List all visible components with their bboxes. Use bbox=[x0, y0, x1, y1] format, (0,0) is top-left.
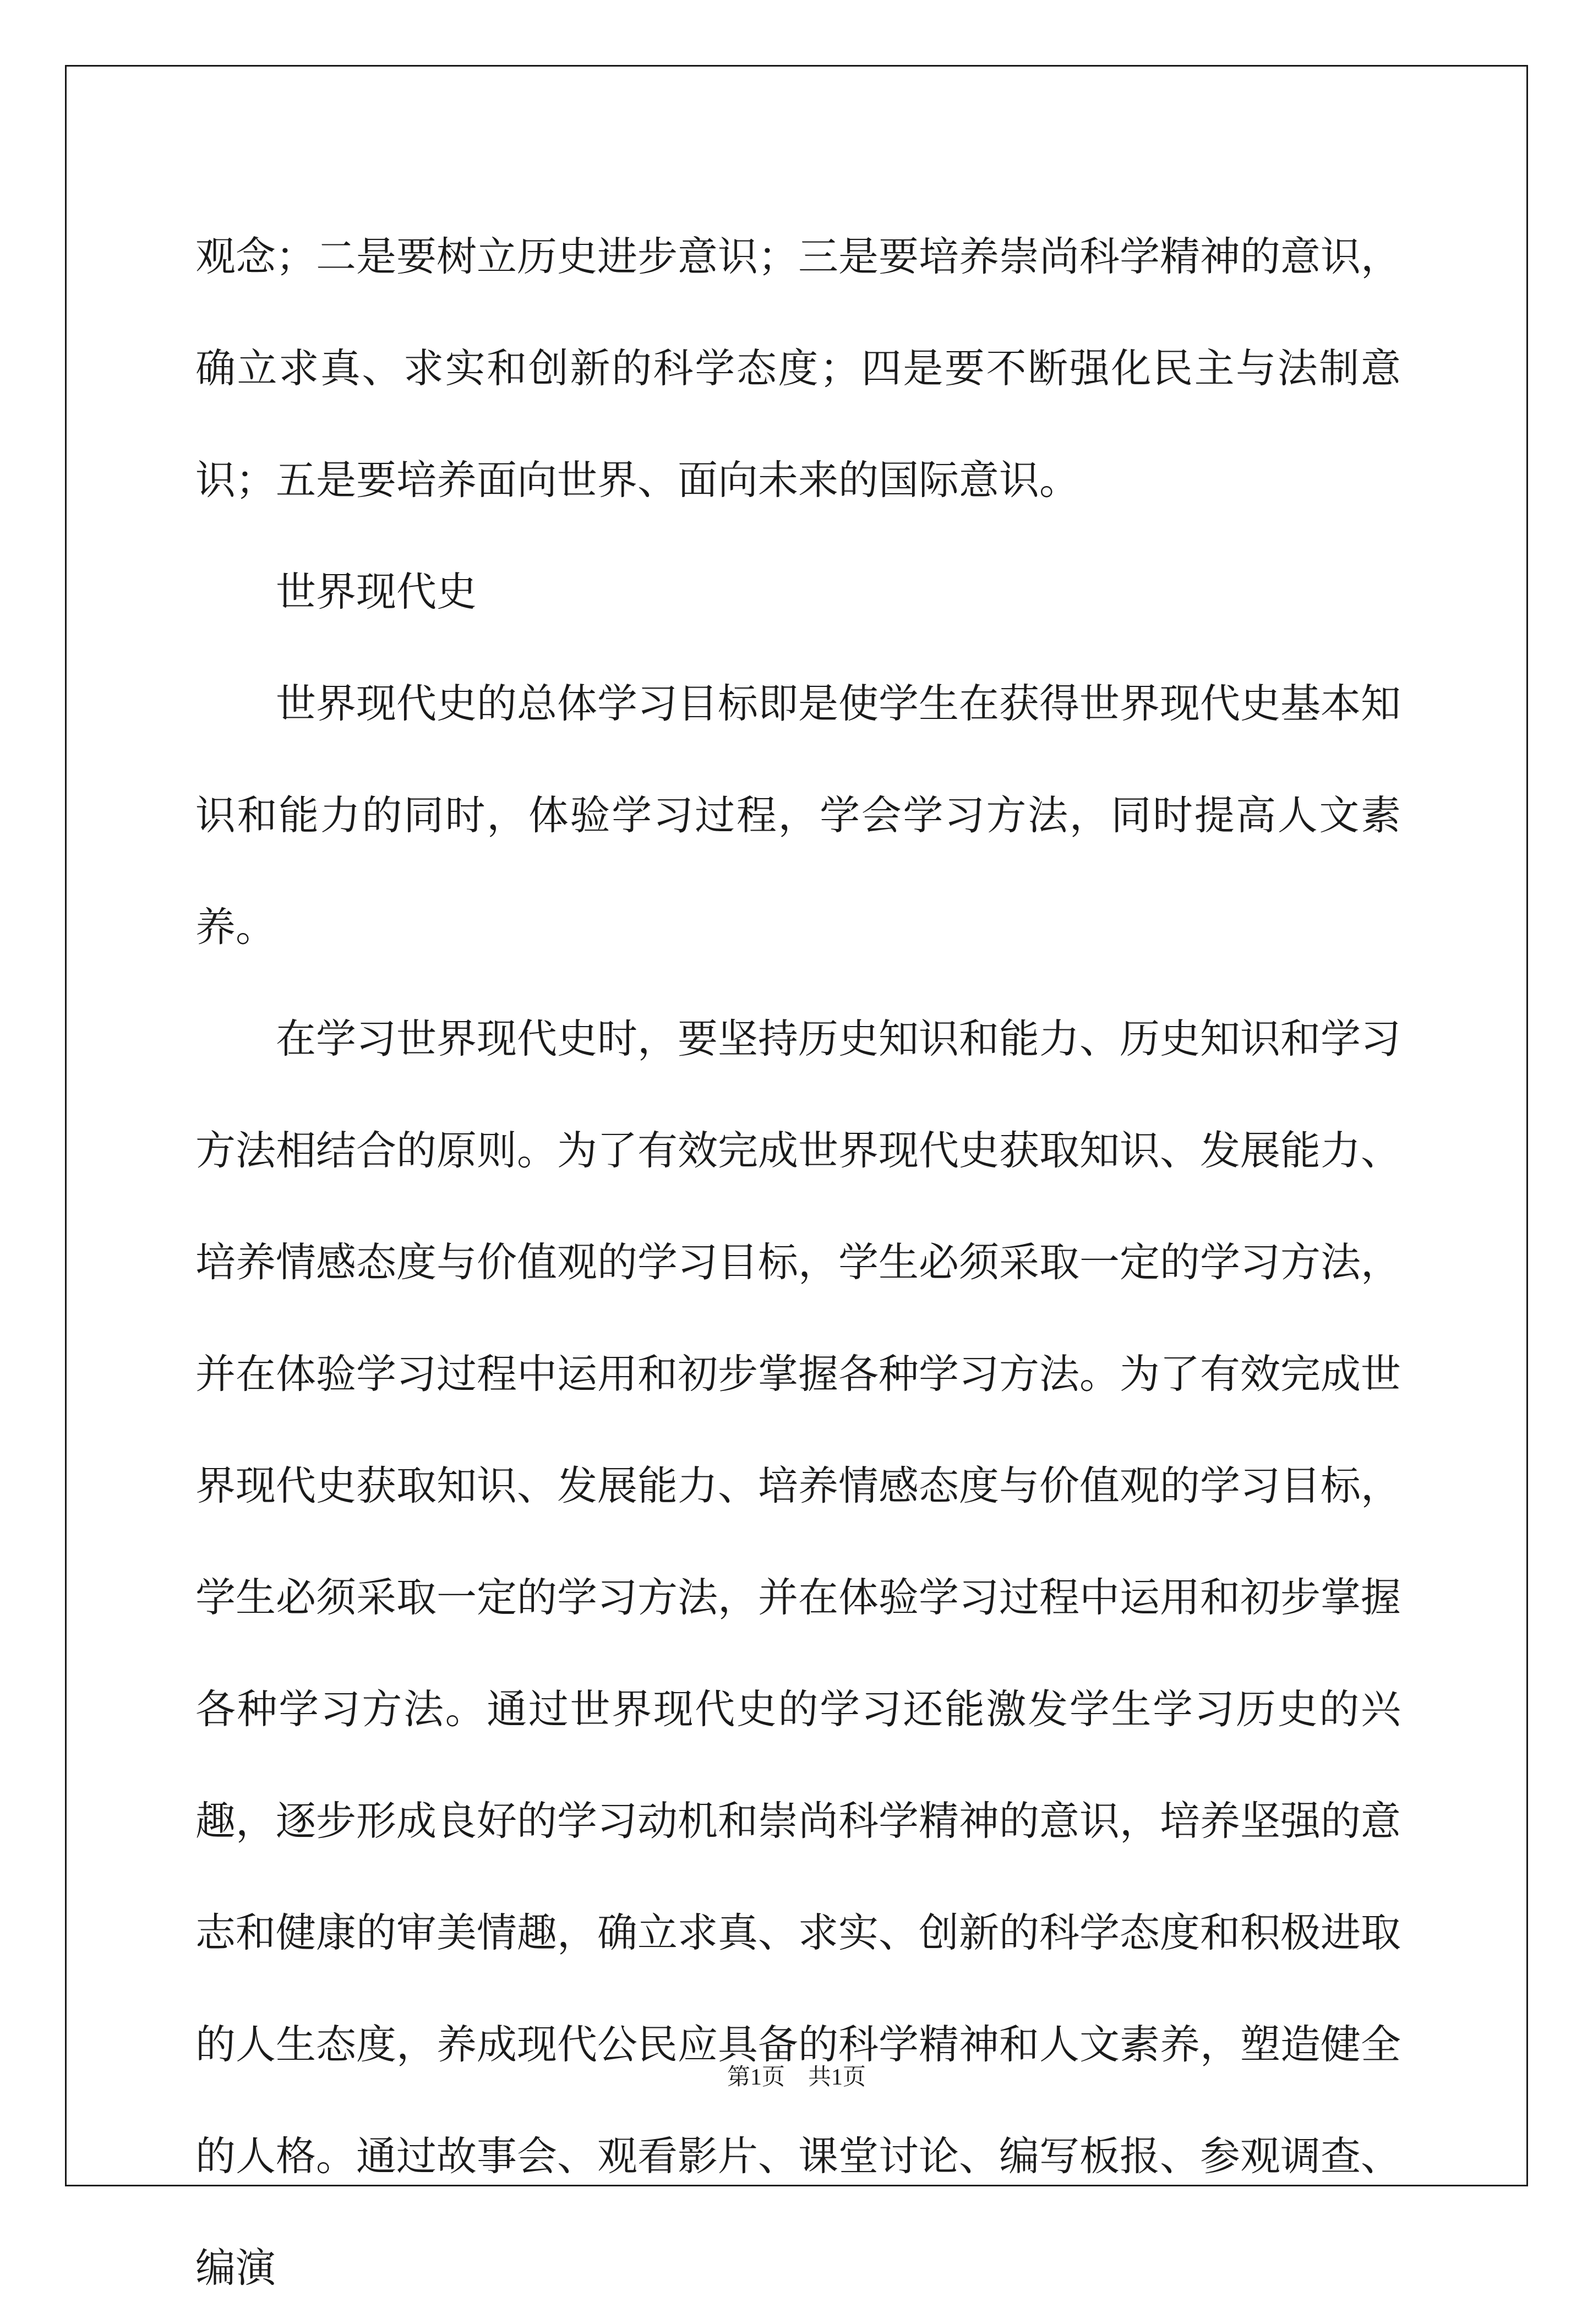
footer-separator bbox=[785, 2065, 808, 2090]
page-number: 第1页 bbox=[727, 2065, 785, 2090]
paragraph-overall-goal: 世界现代史的总体学习目标即是使学生在获得世界现代史基本知识和能力的同时，体验学习过程，学会学习方法，同时提高人文素养。 bbox=[195, 680, 1401, 951]
paragraph-learning-methods: 在学习世界现代史时，要坚持历史知识和能力、历史知识和学习方法相结合的原则。为了有效完成世界现代史获取知识、发展能力、培养情感态度与价值观的学习目标，学生必须采取一定的学习方法，并在体验学习过程中运用和初步掌握各种学习方法。为了有效完成世界现代史获取知识、发展能力、培养情感态度与价值观的学习目标，学生必须采取一定的学习方法，并在体验学习过程中运用和初步掌握各种学习方法。通过世界现代史的学习还能激发学生学习历史的兴趣，逐步形成良好的学习动机和崇尚科学精神的意识，培养坚强的意志和健康的审美情趣，确立求真、求实、创新的科学态度和积极进取的人生态度，养成现代公民应具备的科学精神和人文素养，塑造健全的人格。通过故事会、观看影片、课堂讨论、编写板报、参观调查、编演 bbox=[195, 1016, 1401, 2292]
section-heading: 世界现代史 bbox=[276, 569, 477, 615]
document-body bbox=[195, 201, 1401, 2324]
page-footer bbox=[0, 2059, 1593, 2092]
page-total: 共1页 bbox=[808, 2065, 866, 2090]
paragraph-concepts: 观念；二是要树立历史进步意识；三是要培养崇尚科学精神的意识，确立求真、求实和创新的科学态度；四是要不断强化民主与法制意识；五是要培养面向世界、面向未来的国际意识。 bbox=[195, 233, 1401, 504]
